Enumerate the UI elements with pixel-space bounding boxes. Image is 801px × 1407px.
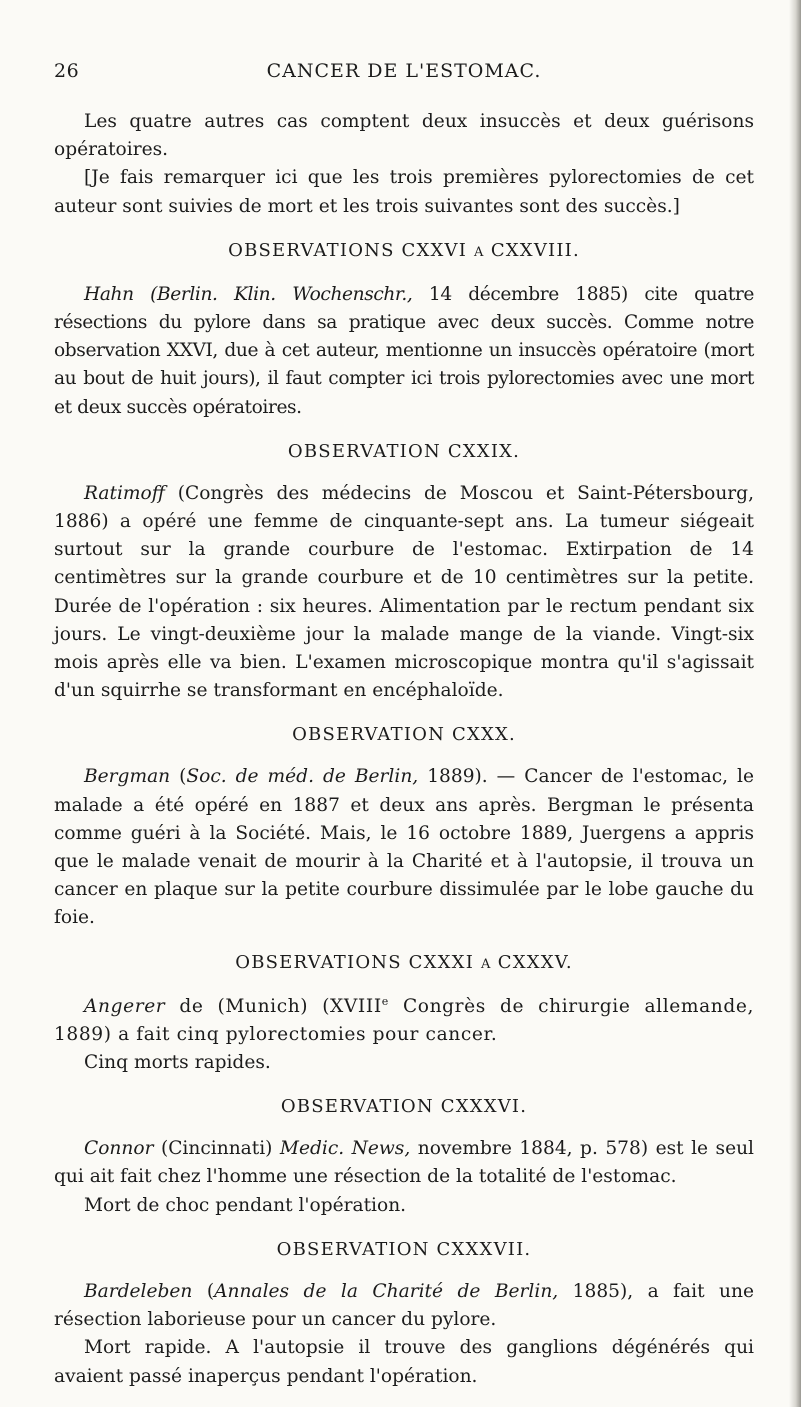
heading-obs-137: OBSERVATION CXXXVII. [276,1238,532,1260]
obs-136-outcome: Mort de choc pendant l'opération. [84,1194,407,1216]
obs-136-paragraph: Connor (Cincinnati) Medic. News, novembre 1884, p. 578) est le seul qui ait fait chez l'homme une résection de la totalité de l'estomac. [54,1138,754,1188]
obs-137-paragraph: Bardeleben (Annales de la Charité de Berlin, 1885), a fait une résection laborieuse pour un cancer du pylore. [54,1280,754,1331]
author-name: Bardeleben [84,1280,193,1302]
obs-137-outcome: Mort rapide. A l'autopsie il trouve des ganglions dégénérés qui avaient passé inaperçus pendant l'opération. [54,1337,754,1387]
obs-130-paragraph: Bergman (Soc. de méd. de Berlin, 1889). — Cancer de l'estomac, le malade a été opéré en 1887 et deux ans après. Bergman le présenta comme guéri à la Société. Mais, le 16 octobre 1889, Juergens a appris que le malade venait de mourir à la Charité et à l'autopsie, il trouva un cancer en plaque sur la petite courbure dissimulée par le lobe gauche du foie. [54,766,754,929]
heading-joiner: A [480,956,491,972]
source-citation: (Berlin. Klin. Wochenschr., [150,283,413,305]
page-body [54,108,754,1391]
author-name: Hahn [84,283,134,305]
obs-129-paragraph: Ratimoff (Congrès des médecins de Moscou et Saint-Pétersbourg, 1886) a opéré une femme de cinquante-sept ans. La tumeur siégeait surtout sur la grande courbure de l'estomac. Extirpation de 14 centimètres sur la grande courbure et de 10 centimètres sur la petite. Durée de l'opération : six heures. Alimentation par le rectum pendant six jours. Le vingt-deuxième jour la malade mange de la viande. Vingt-six mois après elle va bien. L'examen microscopique montra qu'il s'agissait d'un squirrhe se transformant en encéphaloïde. [54,482,754,702]
heading-obs-126-128: OBSERVATIONS CXXVI A CXXVIII. [228,239,580,261]
author-name: Connor [84,1138,154,1160]
heading-obs-129: OBSERVATION CXXIX. [287,440,521,462]
author-name: Bergman [84,766,171,788]
page-number: 26 [54,60,80,82]
obs-131-135-paragraph: Angerer de (Munich) (XVIIIe Congrès de chirurgie allemande, 1889) a fait cinq pylorectomies pour cancer. [54,994,754,1045]
superscript: e [381,994,389,1008]
heading-obs-136: OBSERVATION CXXXVI. [280,1096,528,1118]
heading-joiner: A [474,244,484,260]
running-title: CANCER DE L'ESTOMAC. [266,60,542,82]
remark-paragraph: [Je fais remarquer ici que les trois premières pylorectomies de cet auteur sont suivies de mort et les trois suivantes sont des succès.] [54,167,754,217]
author-name: Ratimoff [84,482,165,504]
obs-126-128-paragraph: Hahn (Berlin. Klin. Wochenschr., 14 décembre 1885) cite quatre résections du pylore dans sa pratique avec deux succès. Comme notre observation XXVI, due à cet auteur, mentionne un insuccès opératoire (mort au bout de huit jours), il faut compter ici trois pylorectomies avec une mort et deux succès opératoires. [54,283,754,418]
heading-obs-131-135: OBSERVATIONS CXXXI A CXXXV. [235,951,573,973]
heading-obs-130: OBSERVATION CXXX. [292,724,516,746]
page-edge-shadow [789,0,801,1407]
source-citation: Medic. News, [279,1138,411,1160]
obs-131-135-outcome: Cinq morts rapides. [84,1052,271,1074]
page-header [54,60,754,86]
author-name: Angerer [84,995,166,1017]
source-citation: Soc. de méd. de Berlin, [186,766,419,788]
intro-paragraph: Les quatre autres cas comptent deux insuccès et deux guérisons opératoires. [54,111,754,161]
source-citation: Annales de la Charité de Berlin, [214,1280,559,1302]
